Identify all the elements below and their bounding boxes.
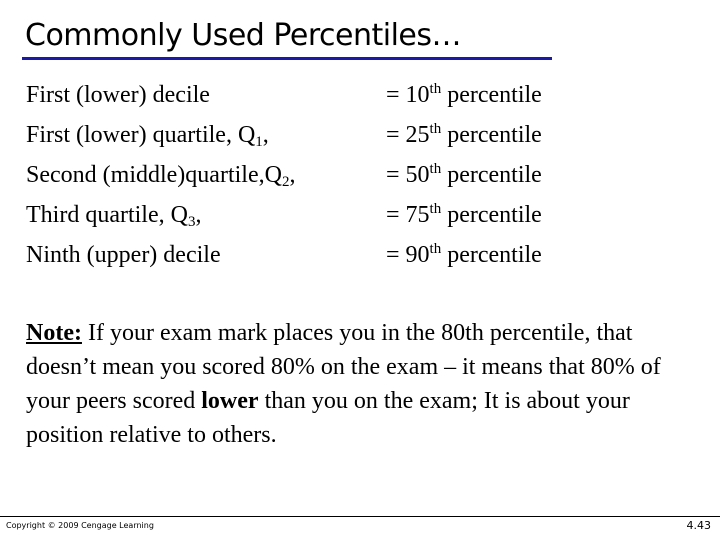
note-paragraph	[26, 316, 706, 452]
definition-term: Ninth (upper) decile	[26, 242, 221, 268]
definition-term: First (lower) quartile, $Q_1$,	[26, 122, 269, 150]
note-label: Note:	[26, 320, 82, 346]
note-emphasis: lower	[201, 388, 259, 414]
copyright-notice: Copyright © 2009 Cengage Learning	[6, 521, 154, 530]
definition-term: First (lower) decile	[26, 82, 210, 108]
definition-value: = 10th percentile	[386, 81, 542, 108]
definition-term: Third quartile, $Q_3$,	[26, 202, 202, 230]
note-text-end: than you on the exam; It is about your position relative to others.	[26, 388, 630, 448]
definition-value: = 25th percentile	[386, 121, 542, 148]
definition-term: Second $(middle)quartile,Q_2$,	[26, 162, 296, 190]
slide-number: 4.43	[686, 519, 711, 532]
note-text: If your exam mark places you in the 80th percentile, that doesn’t mean you scored 80% on the exam – it means that 80% of your peers scored	[26, 320, 661, 414]
footer-divider	[0, 516, 720, 517]
definition-value: = 50th percentile	[386, 161, 542, 188]
title-underline	[22, 57, 552, 60]
slide-title: Commonly Used Percentiles…	[25, 18, 462, 53]
definition-value: = 75th percentile	[386, 201, 542, 228]
definition-value: = 90th percentile	[386, 241, 542, 268]
